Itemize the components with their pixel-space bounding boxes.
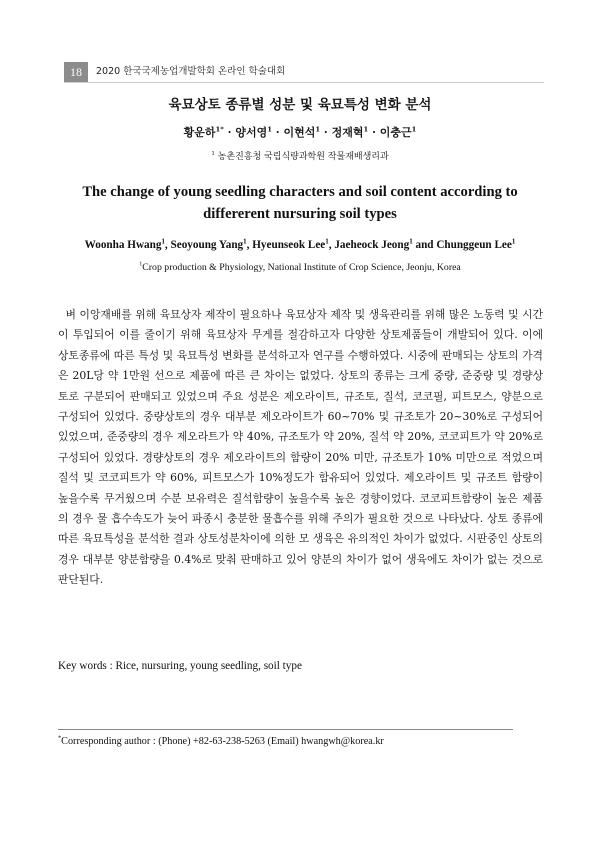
english-title xyxy=(40,181,560,225)
author-affil-mark: 1 xyxy=(411,125,417,134)
footnote-mark: * xyxy=(58,734,62,742)
affiliation-text: Crop production & Physiology, National Institute of Crop Science, Jeonju, Korea xyxy=(142,262,461,273)
conference-name: 2020 한국국제농업개발학회 온라인 학술대회 xyxy=(96,66,286,77)
footnote-divider xyxy=(58,729,513,730)
english-affiliation xyxy=(0,262,600,273)
author-affil-mark: 1 xyxy=(363,125,369,134)
author-separator: · xyxy=(368,126,380,139)
author-separator: · xyxy=(320,126,332,139)
footnote-text: Corresponding author : (Phone) +82-63-238-5263 (Email) hwangwh@korea.kr xyxy=(61,736,384,747)
keywords: Key words : Rice, nursuring, young seedling, soil type xyxy=(58,660,302,672)
affiliation-text: 농촌진흥청 국립식량과학원 작물재배생리과 xyxy=(217,152,389,162)
author-name: 양서영 xyxy=(235,126,268,139)
author-name: Seoyoung Yang xyxy=(170,239,244,251)
author-affil-mark: 1 xyxy=(161,237,165,246)
affiliation-mark: 1 xyxy=(211,151,215,157)
author-name: Woonha Hwang xyxy=(84,239,162,251)
english-title-line: The change of young seedling characters and soil content according to xyxy=(82,184,518,200)
author-affil-mark: 1 xyxy=(511,237,516,246)
author-separator: · xyxy=(271,126,284,139)
author-separator: · xyxy=(223,126,236,139)
english-authors: Woonha Hwang$^1$, Seoyoung Yang$^1$, Hyeunseok Lee$^1$, Jaeheock Jeong$^1$ and Chunggeun Lee$^1$ xyxy=(84,237,516,251)
affiliation-mark: 1 xyxy=(139,261,143,268)
korean-affiliation xyxy=(0,149,600,162)
english-title-line: differerent nursuring soil types xyxy=(203,206,397,222)
author-name: 이충근 xyxy=(379,126,412,139)
author-name: Hyeunseok Lee xyxy=(252,239,326,251)
author-affil-mark: 1 xyxy=(315,125,321,134)
korean-title: 육묘상토 종류별 성분 및 육묘특성 변화 분석 xyxy=(168,97,432,113)
page-number: 18 xyxy=(64,62,88,82)
author-affil-mark: 1* xyxy=(215,125,224,134)
author-name: Chunggeun Lee xyxy=(436,239,512,251)
corresponding-author-footnote xyxy=(58,736,384,747)
abstract xyxy=(58,305,543,591)
author-affil-mark: 1 xyxy=(325,237,329,246)
author-name: 황운하 xyxy=(183,126,216,139)
author-affil-mark: 1 xyxy=(267,125,272,134)
page-header xyxy=(64,62,544,83)
author-affil-mark: 1 xyxy=(409,237,413,246)
author-name: 정재혁 xyxy=(331,126,364,139)
korean-authors xyxy=(0,124,600,140)
author-name: Jaeheock Jeong xyxy=(334,239,410,251)
abstract-paragraph: 벼 이앙재배를 위해 육묘상자 제작이 필요하나 육묘상자 제작 및 생육관리를 위해 많은 노동력 및 시간이 투입되어 이를 줄이기 위해 육묘상자 무게를 절감하고자 다양한 상토제품들이 개발되어 있다. 이에 상토종류에 따른 특성 및 육묘특성 변화를 분석하고자 연구를 수행하였다. 시중에 판매되는 상토의 가격은 20L당 약 1만원 선으로 제품에 따른 큰 차이는 없었다. 상토의 종류는 크게 중량, 준중량 및 경량상토로 구분되어 판매되고 있었으며 주요 성분은 제오라이트, 규조토, 질석, 코코필, 피트모스, 양분으로 구성되어 있었다. 중량상토의 경우 대부분 제오라이트가 60~70% 및 규조토가 20~30%로 구성되어 있었으며, 준중량의 경우 제오라트가 약 40%, 규조토가 약 20%, 질석 약 20%, 코코피트가 약 20%로 구성되어 있었다. 경량상토의 경우 제오라이트의 함량이 20% 미만, 규조토가 10% 미만으로 적었으며 질석 및 코코피트가 약 60%, 피트모스가 10%정도가 함유되어 있었다. 제오라이트 및 규조트 함량이 높을수록 무거웠으며 수분 보유력은 질석함량이 높을수록 높은 경향이었다. 코코피트함량이 높은 제품의 경우 물 흡수속도가 늦어 파종시 충분한 물흡수를 위해 주의가 필요한 것으로 나타났다. 상토 종류에 따른 육묘특성을 분석한 결과 상토성분차이에 의한 모 생육은 유의적인 차이가 없었다. 시판중인 상토의 경우 대부분 양분함량을 0.4%로 맞춰 판매하고 있어 양분의 차이가 없어 생육에도 차이가 없는 것으로 판단된다. xyxy=(58,308,543,587)
author-name: 이현석 xyxy=(283,126,316,139)
author-affil-mark: 1 xyxy=(243,237,247,246)
